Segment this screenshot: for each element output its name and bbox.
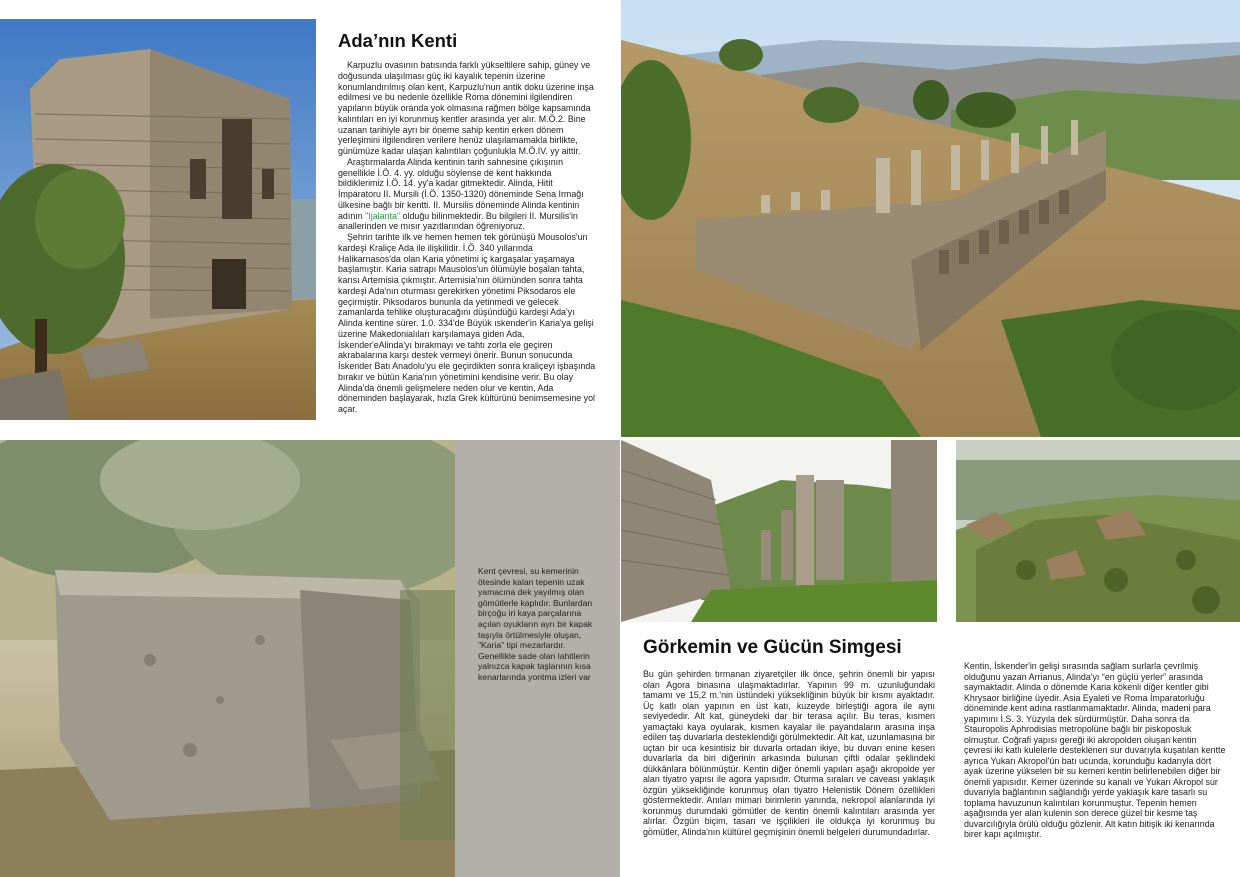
paragraph-2 — [338, 157, 596, 232]
paragraph-3: Şehrin tarihte ilk ve hemen hemen tek görünüşü Mousolos'un kardeşi Kraliçe Ada ile ilişkilidir. İ.Ö. 340 yıllarında Halikarnasos'da olan Karia yönetimi iç kargaşalar yaşamaya başlamıştır. Karia satrapı Mausolos'un ölümüyle boşalan tahta, karısı Artemisia çıkmıştır. Artemisia'nın ölümünden sonra tahta kardeşi Ada'nın oturması gerekirken yönetimi Piksodaros ele geçirmiştir. Piksodaros bununla da yetinmedi ve gelecek zamanlarda tehlike oluşturacağını düşündüğü kardeşi Ada'yı Alinda kentine sürer. 1.0. 334'de Büyük ıskender'in Karia'ya gelişi üzerine Makedonialıları karşılamaya giden Ada, İskender'eAlinda'yı bırakmayı ve tahtı zorla ele geçiren akrabalarına karşı destek vermeyi önerir. Bunun sonucunda İskender Batı Anadolu'yu ele geçirdikten sonra kraliçeyi işbaşında bırakır ve bütün Karia'nın yönetimini kendisine verir. Bu olay Alinda'da önemli gelişmelere neden olur ve kentin, Ada döneminden başlayarak, hızla Grek kültürünü benimsemesine yol açar. — [338, 232, 596, 414]
section-title-ada: Ada’nın Kenti — [338, 30, 458, 51]
section-title-gorkem: Görkemin ve Gücün Simgesi — [643, 637, 902, 658]
paragraph-2-tail: olduğu bilinmektedir. Bu bilgileri II. Mursilis'in anallerinden ve mısır yazıtlarından öğreniyoruz. — [338, 210, 578, 232]
section2-column-1: Bu gün şehirden tırmanan ziyaretçiler ilk önce, şehrin önemli bir yapısı olan Agora binasına ulaşmaktadırlar. Yapının 99 m. uzunluğundaki tamamı ve 15,2 m.'nin üstündeki yüksekliğinin büyük bir kısmı ayaktadır. Üç katlı olan yapının en üst katı, kuzeyde birleştiği agora ile aynı seviyededir. Alt kat, güneydeki dar bir terasa açılır. Bu teras, kısmen yamaçtaki kaya oyularak, kısmen kayalar ile payandaların arasına inşa edilen taş duvarlarla desteklendiği görülmektedir. Alt kat, uzunlamasına bir uçtan bir uca kesintisiz bir duvarla ortadan ikiye, bu duvarı enine kesen duvarlarla da biri diğerinin arkasında bulunan çiftli odalar şeklindeki dükkânlara bölünmüştür. Kentin diğer önemli yapıları aşağı akropolde yer alan tiyatro yapısı ile agora yapısıdır. Oturma sıraları ve caveası yaklaşık özgün yüksekliğinde korunmuş olan tiyatro Helenistik Dönem özellikleri göstermektedir. Anılan mimari birimlerin yanında, nekropol alanlarında iyi korunmuş durumdaki gömütler de kentin önemli kalıntıları arasında yer alırlar. Özgün biçim, tasarı ve işçilikleri ile oldukça iyi korunmuş bu gömütler, Alinda'nın kültürel geçmişinin önemli belgeleri durumundadırlar. — [643, 669, 935, 837]
section-body-ada — [338, 60, 596, 415]
karian-tomb-photo — [0, 440, 455, 877]
tomb-caption: Kent çevresi, su kemerinin ötesinde kalan tepenin uzak yamacına dek yayılmış olan gömütlerle kaplıdır. Bunlardan birçoğu iri kaya parçalarına açılan oyukların ayrı bir kapak taşıyla örtülmesiyle oluşan, "Karia" tipi mezarlardır. Genellikle sade olan lahitlerin yalnızca kapak taşlarının kısa kenarlarında yontma izleri var — [478, 566, 593, 682]
agora-ruins-photo — [621, 0, 1240, 437]
stone-tower-photo — [0, 19, 316, 420]
hillside-landscape-photo — [956, 440, 1240, 622]
aqueduct-arches-photo — [621, 440, 937, 622]
ijalanta-highlight: "Ijalanta" — [365, 210, 401, 221]
paragraph-2-head: Araştırmalarda Alinda kentinin tarih sahnesine çıkışının genellikle İ.Ö. 4. yy. olduğu söylense de kent hakkında bildiklerimiz İ.Ö. 14. yy'a kadar gitmektedir. Alinda, Hitit İmparatoru II. Mursili (İ.Ö. 1350-1320) döneminde Sena Irmağı ülkesine bağlı bir kentti. II. Mursilis döneminde Alinda kentinin adının — [338, 156, 584, 221]
section2-column-2: Kentin, İskender'in gelişi sırasında sağlam surlarla çevrilmiş olduğunu yazan Arrianus, Alinda'yı “en güçlü yerler” arasında saymaktadır. Alinda o dönemde Karia kökenli diğer kentler gibi Khrysaor birliğine üyedir. Asia Eyaleti ve Roma İmparatorluğu döneminde kent adına rastlanmamaktadır. Alinda, madeni para yapımını İ.S. 3. Yüzyıla dek sürdürmüştür. Daha sonra da Stauropolis Aphrodisias metropolüne bağlı bir piskoposluk olmuştur. Coğrafi yapısı gereği iki akropolden oluşan kentin çevresi iki katlı kulelerle desteklenen sur duvarıyla kuşatılan kentte ayrıca Yukarı Akropol'ün batı ucunda, korunduğu kadarıyla dört ayak üzerine yükselen bir su kemeri kentin belirlenebilen diğer bir önemli yapısıdır. Kemer üzerinde su kanalı ve Yukarı Akropol sur duvarıyla bağlantının sağlandığı yerde yaklaşık kare tasarlı su toplama havuzunun kalıntıları korunmuştur. Tepenin hemen aşağısında yer alan kulenin son derece güzel bir kesme taş duvarcılığıyla örülü olduğu gözlenir. Alt katın bitişik iki kenarında birer kapı açılmıştır. — [964, 661, 1226, 839]
paragraph-1: Karpuzlu ovasının batısında farklı yükseltilere sahip, güney ve doğusunda ulaşılması güç iki kayalık tepenin üzerine konumlandırılmış olan kent, Karpuzlu'nun antik doku üzerine inşa edilmesi ve bu nedenle özellikle Roma dönemini ilgilendiren yapıların büyük oranda yok olmasına rağmen bölge kapsamında kalıntıları en iyi korunmuş kentler arasında yer alır. M.Ö.2. Bine uzanan tarihiyle ayrı bir öneme sahip kentin erken dönem yerleşimini ilgilendiren verilere henüz ulaşılamamakla birlikte, günümüze kadar ulaşan kalıntıları çoğunlukla M.Ö.IV. yy aittir. — [338, 60, 594, 156]
